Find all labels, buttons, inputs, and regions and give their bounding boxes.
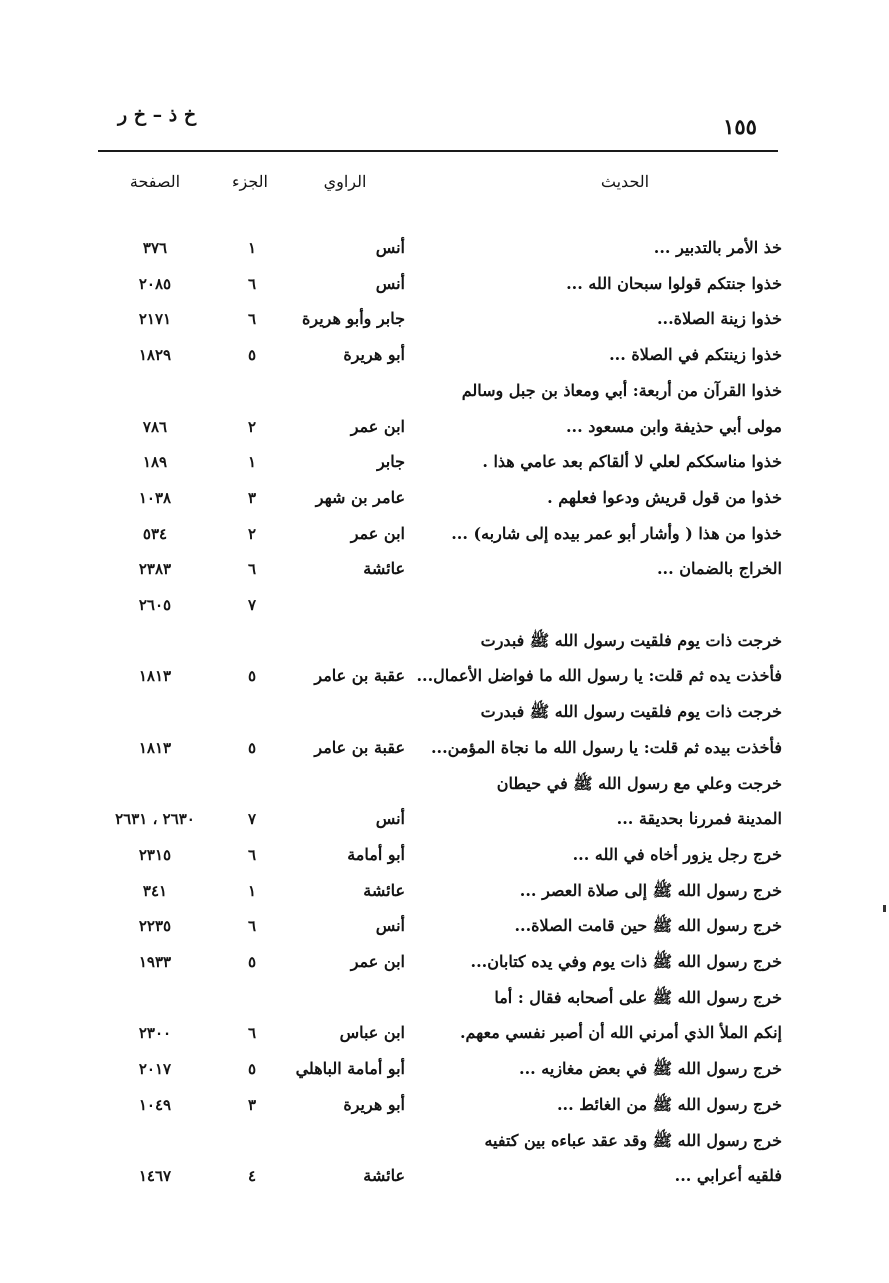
- volume-number: ٤: [247, 1167, 257, 1186]
- narrator-name: أنس: [375, 916, 405, 936]
- table-row: [0, 838, 889, 872]
- narrator-name: ابن عباس: [339, 1023, 405, 1043]
- page-reference: ١٨٩: [142, 453, 168, 472]
- hadith-text: خذوا من قول قريش ودعوا فعلهم .: [547, 487, 782, 507]
- volume-number: ٦: [247, 845, 257, 864]
- narrator-name: أبو أمامة الباهلي: [295, 1059, 405, 1079]
- hadith-text: فأخذت يده ثم قلت: يا رسول الله ما فواضل الأعمال...: [416, 666, 782, 686]
- page-reference: ١٩٣٣: [138, 953, 172, 971]
- table-row: [0, 552, 889, 586]
- hadith-text: خرج رسول الله ﷺ إلى صلاة العصر ...: [519, 880, 782, 900]
- table-row: [0, 231, 889, 265]
- page-reference: ٢٦٣٠ ، ٢٦٣١: [115, 810, 195, 829]
- table-row: [0, 588, 889, 622]
- hadith-text: خرج رجل يزور أخاه في الله ...: [572, 844, 782, 864]
- narrator-name: عائشة: [363, 559, 405, 579]
- narrator-name: عقبة بن عامر: [314, 737, 405, 757]
- page-reference: ٢١٧١: [138, 310, 172, 329]
- table-row: [0, 695, 889, 729]
- table-row: [0, 1088, 889, 1122]
- volume-number: ١: [247, 453, 257, 472]
- column-header-page: الصفحة: [129, 172, 181, 191]
- volume-number: ٦: [247, 1024, 257, 1043]
- table-row: [0, 481, 889, 515]
- narrator-name: عامر بن شهر: [315, 487, 405, 507]
- table-row: [0, 767, 889, 801]
- page-number: ١٥٥: [723, 114, 757, 139]
- narrator-name: أنس: [375, 238, 405, 257]
- narrator-name: جابر: [376, 452, 405, 472]
- section-range: خ ذ – خ ر: [118, 104, 197, 126]
- hadith-text: خرج رسول الله ﷺ ذات يوم وفي يده كتابان...: [470, 952, 782, 971]
- page-reference: ١٨٢٩: [138, 346, 172, 365]
- table-row: [0, 1124, 889, 1158]
- table-row: [0, 302, 889, 336]
- header-rule: [98, 150, 778, 152]
- table-row: [0, 945, 889, 979]
- narrator-name: أبو هريرة: [343, 1094, 405, 1114]
- table-row: [0, 802, 889, 836]
- table-row: [0, 374, 889, 408]
- volume-number: ٢: [247, 524, 257, 543]
- page-reference: ٥٣٤: [142, 524, 168, 543]
- hadith-text: خرجت وعلي مع رسول الله ﷺ في حيطان: [496, 773, 782, 793]
- hadith-text: خرج رسول الله ﷺ حين قامت الصلاة...: [514, 916, 782, 936]
- column-header-narrator: الراوي: [323, 172, 367, 191]
- page-reference: ٢٣١٥: [138, 845, 172, 864]
- page-reference: ١٤٦٧: [138, 1167, 172, 1186]
- volume-number: ٧: [247, 596, 257, 614]
- volume-number: ٥: [247, 738, 257, 757]
- page-reference: ٣٧٦: [142, 239, 168, 257]
- hadith-text: خرج رسول الله ﷺ وقد عقد عباءه بين كتفيه: [484, 1130, 782, 1150]
- column-header-hadith: الحديث: [600, 172, 650, 191]
- page-reference: ١٨١٣: [138, 667, 172, 686]
- hadith-text: خذوا جنتكم قولوا سبحان الله ...: [566, 273, 782, 293]
- table-row: [0, 624, 889, 658]
- table-row: [0, 1159, 889, 1193]
- hadith-text: خرج رسول الله ﷺ من الغائط ...: [556, 1094, 782, 1114]
- volume-number: ٥: [247, 953, 257, 971]
- table-row: [0, 517, 889, 551]
- page-reference: ٢٠١٧: [138, 1060, 172, 1079]
- table-row: [0, 410, 889, 444]
- table-row: [0, 338, 889, 372]
- volume-number: ٣: [247, 488, 257, 507]
- volume-number: ٦: [247, 274, 257, 293]
- hadith-text: خذ الأمر بالتدبير ...: [653, 238, 782, 257]
- volume-number: ٧: [247, 810, 257, 829]
- hadith-text: خرجت ذات يوم فلقيت رسول الله ﷺ فبدرت: [480, 630, 782, 650]
- page-reference: ٢٦٠٥: [138, 596, 172, 614]
- page-reference: ٢٠٨٥: [138, 274, 172, 293]
- hadith-text: خذوا زينتكم في الصلاة ...: [609, 345, 782, 365]
- hadith-text: خرج رسول الله ﷺ على أصحابه فقال : أما: [494, 987, 782, 1007]
- table-row: [0, 659, 889, 693]
- hadith-text: خذوا القرآن من أربعة: أبي ومعاذ بن جبل وسالم: [461, 380, 782, 400]
- volume-number: ٥: [247, 667, 257, 686]
- volume-number: ٦: [247, 917, 257, 936]
- narrator-name: ابن عمر: [350, 416, 405, 436]
- volume-number: ١: [247, 239, 257, 257]
- page-reference: ٢٣٠٠: [138, 1024, 172, 1043]
- table-row: [0, 731, 889, 765]
- narrator-name: أبو أمامة: [347, 844, 405, 864]
- hadith-text: فلقيه أعرابي ...: [674, 1166, 782, 1186]
- table-row: [0, 445, 889, 479]
- hadith-text: خرج رسول الله ﷺ في بعض مغازيه ...: [519, 1059, 782, 1079]
- hadith-text: فأخذت بيده ثم قلت: يا رسول الله ما نجاة المؤمن...: [430, 737, 782, 757]
- volume-number: ١: [247, 881, 257, 900]
- narrator-name: جابر وأبو هريرة: [301, 309, 405, 329]
- narrator-name: ابن عمر: [350, 952, 405, 971]
- table-row: [0, 981, 889, 1015]
- table-row: [0, 1052, 889, 1086]
- hadith-text: إنكم الملأ الذي أمرني الله أن أصبر نفسي معهم.: [459, 1023, 782, 1043]
- table-row: [0, 874, 889, 908]
- narrator-name: أبو هريرة: [343, 345, 405, 365]
- page-reference: ٣٤١: [142, 881, 168, 900]
- page-reference: ٢٣٨٣: [138, 560, 172, 579]
- hadith-text: خذوا من هذا ( وأشار أبو عمر بيده إلى شاربه) ...: [451, 523, 782, 543]
- page-reference: ٢٢٣٥: [138, 917, 172, 936]
- hadith-text: الخراج بالضمان ...: [656, 559, 782, 579]
- page-reference: ١٠٤٩: [138, 1095, 172, 1114]
- narrator-name: عائشة: [363, 1166, 405, 1186]
- narrator-name: أنس: [375, 273, 405, 293]
- hadith-text: خذوا زينة الصلاة...: [656, 309, 782, 329]
- volume-number: ٦: [247, 560, 257, 579]
- scan-mark: [883, 905, 886, 912]
- column-header-volume: الجزء: [232, 172, 268, 191]
- page-reference: ٧٨٦: [142, 417, 168, 436]
- hadith-text: المدينة فمررنا بحديقة ...: [616, 809, 782, 829]
- narrator-name: عقبة بن عامر: [314, 666, 405, 686]
- narrator-name: أنس: [375, 809, 405, 829]
- narrator-name: عائشة: [363, 880, 405, 900]
- volume-number: ٢: [247, 417, 257, 436]
- volume-number: ٥: [247, 1060, 257, 1079]
- table-row: [0, 267, 889, 301]
- page-reference: ١٨١٣: [138, 738, 172, 757]
- page-reference: ١٠٣٨: [138, 488, 172, 507]
- hadith-text: خذوا مناسككم لعلي لا ألقاكم بعد عامي هذا .: [482, 452, 782, 472]
- hadith-text: مولى أبي حذيفة وابن مسعود ...: [565, 416, 782, 436]
- table-row: [0, 1016, 889, 1050]
- volume-number: ٥: [247, 346, 257, 365]
- volume-number: ٣: [247, 1095, 257, 1114]
- table-row: [0, 909, 889, 943]
- volume-number: ٦: [247, 310, 257, 329]
- hadith-text: خرجت ذات يوم فلقيت رسول الله ﷺ فبدرت: [480, 702, 782, 722]
- narrator-name: ابن عمر: [350, 523, 405, 543]
